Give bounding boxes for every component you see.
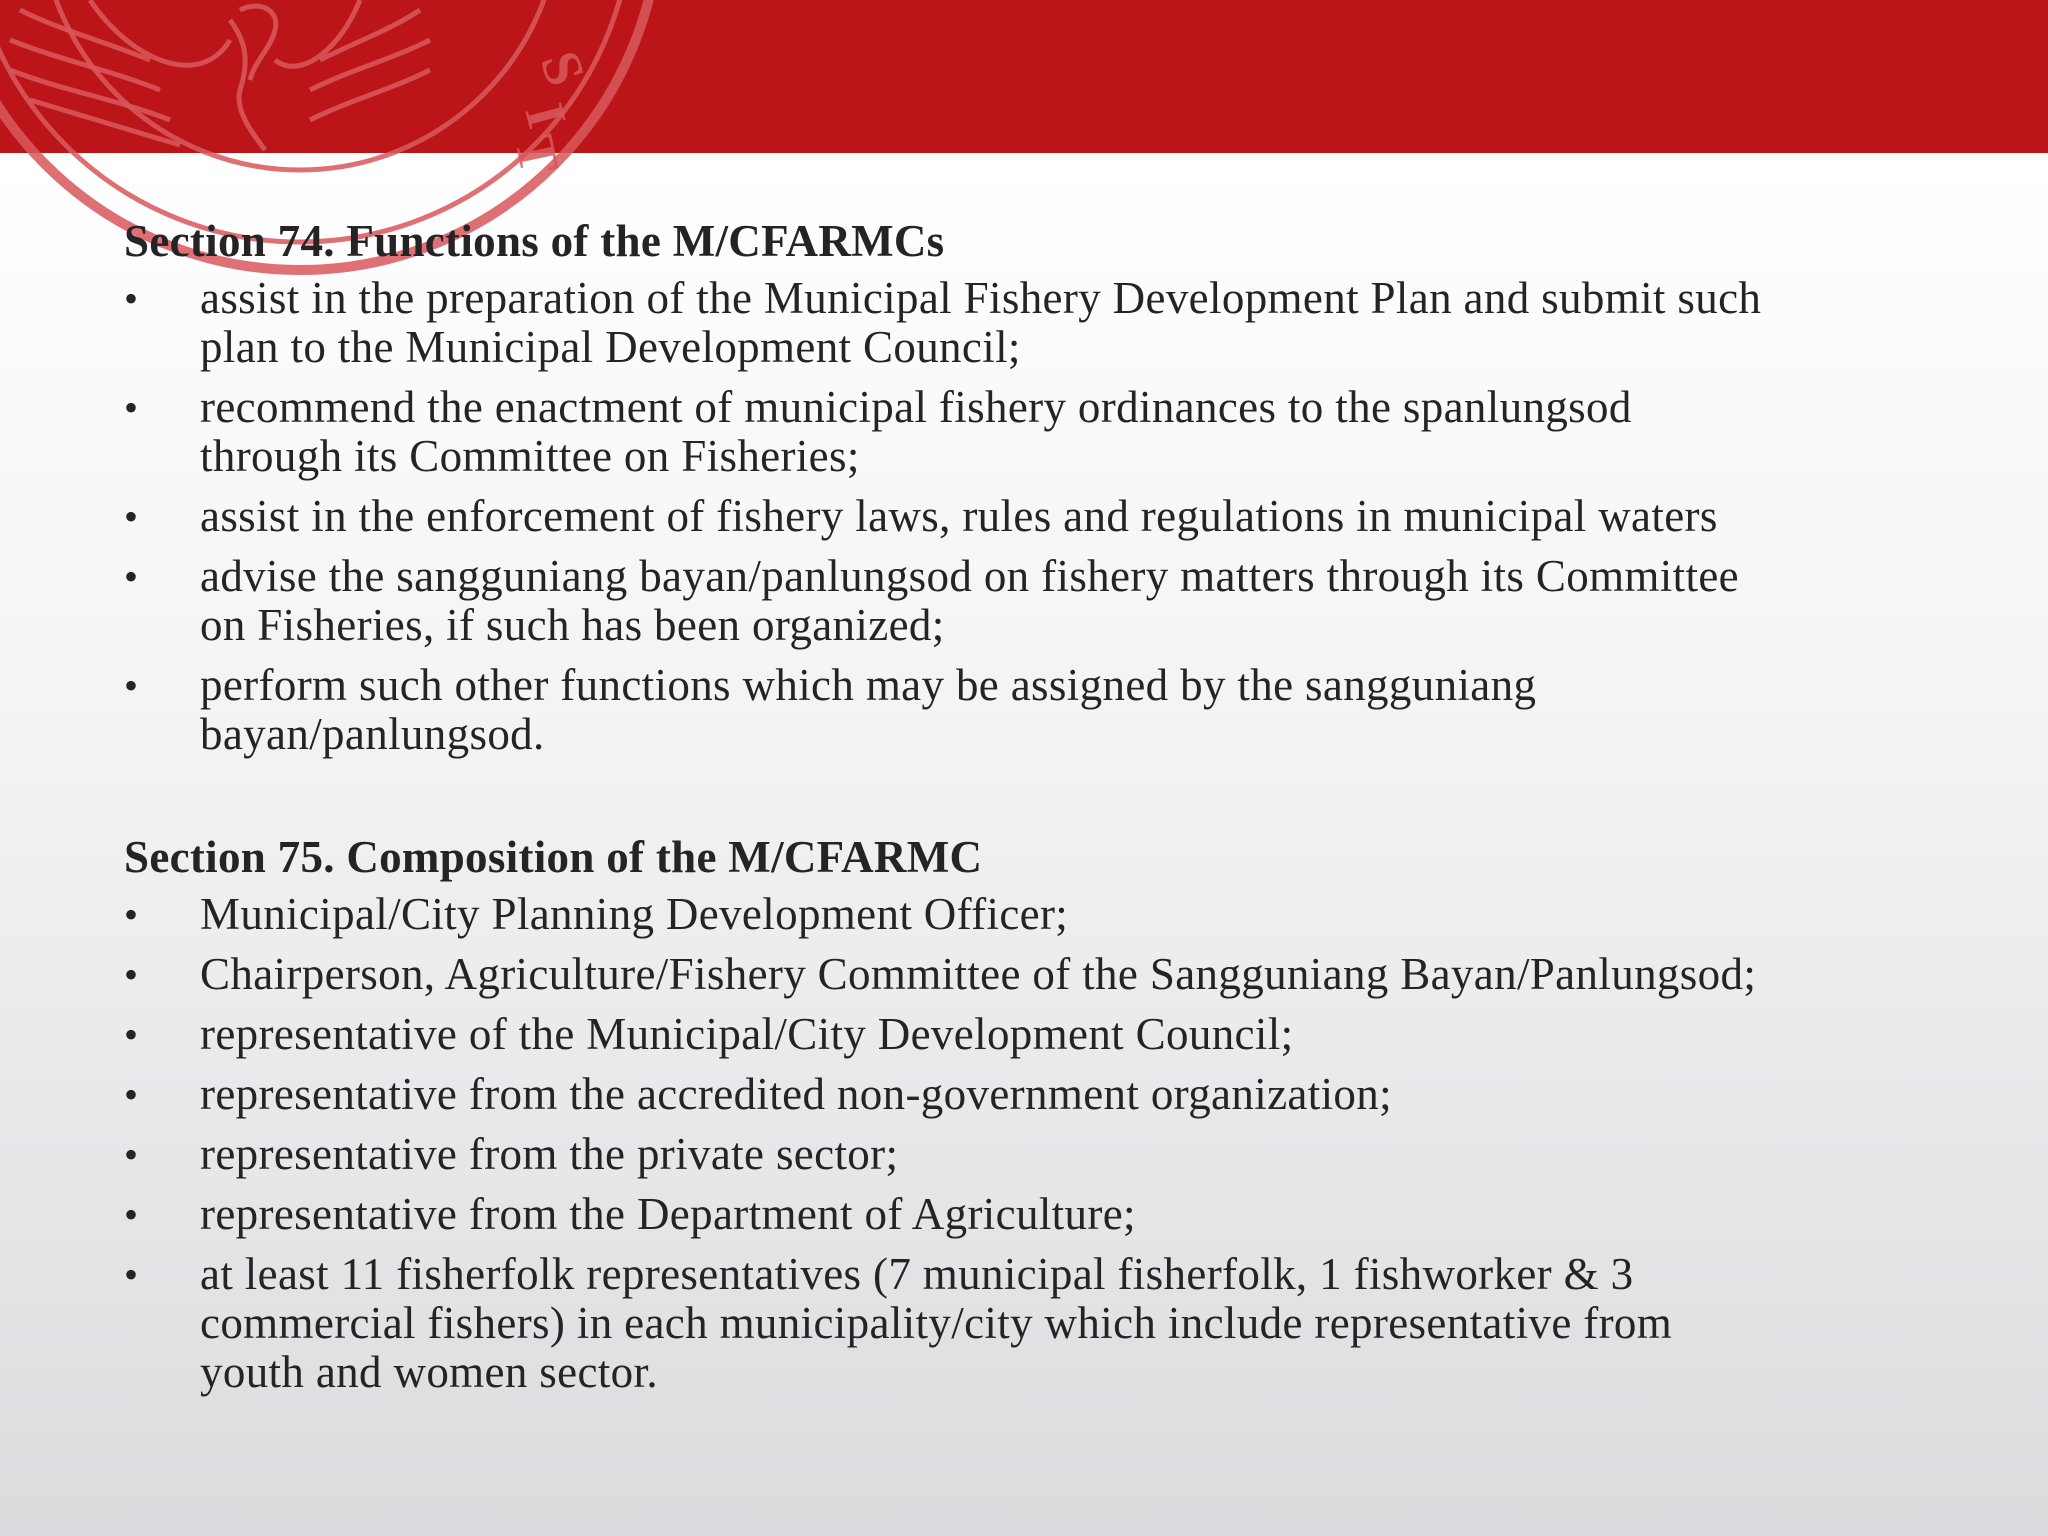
- bullet-icon: •: [124, 892, 139, 937]
- item-line: representative from the accredited non-government organization;: [200, 1069, 1392, 1119]
- bullet-icon: •: [124, 1252, 139, 1297]
- item-line: advise the sangguniang bayan/panlungsod on fishery matters through its Committee: [200, 551, 1739, 601]
- item-line: at least 11 fisherfolk representatives (7 municipal fisherfolk, 1 fishworker & 3: [200, 1249, 1634, 1299]
- bullet-icon: •: [124, 385, 139, 430]
- header-banner: [0, 0, 2048, 180]
- bullet-icon: •: [124, 276, 139, 321]
- bullet-icon: •: [124, 1192, 139, 1237]
- item-line: plan to the Municipal Development Council;: [200, 322, 1021, 372]
- item-line: Chairperson, Agriculture/Fishery Committee of the Sangguniang Bayan/Panlungsod;: [200, 949, 1757, 999]
- bullet-icon: •: [124, 1072, 139, 1117]
- bullet-icon: •: [124, 663, 139, 708]
- item-line: Municipal/City Planning Development Officer;: [200, 889, 1069, 939]
- section-75-heading: Section 75. Composition of the M/CFARMC: [124, 832, 983, 882]
- svg-text:T: T: [502, 129, 571, 180]
- item-line: representative of the Municipal/City Development Council;: [200, 1009, 1294, 1059]
- university-seal-icon: [0, 0, 700, 180]
- item-line: commercial fishers) in each municipality/city which include representative from: [200, 1298, 1673, 1348]
- item-line: assist in the preparation of the Municipal Fishery Development Plan and submit such: [200, 273, 1762, 323]
- item-line: perform such other functions which may be assigned by the sangguniang: [200, 660, 1537, 710]
- svg-text:S: S: [527, 43, 597, 94]
- bullet-icon: •: [124, 1012, 139, 1057]
- item-line: representative from the private sector;: [200, 1129, 899, 1179]
- svg-text:I: I: [512, 97, 578, 135]
- item-line: assist in the enforcement of fishery laws, rules and regulations in municipal waters: [200, 491, 1718, 541]
- section-74-heading: Section 74. Functions of the M/CFARMCs: [124, 216, 945, 266]
- bullet-icon: •: [124, 494, 139, 539]
- bullet-icon: •: [124, 952, 139, 997]
- bullet-icon: •: [124, 554, 139, 599]
- item-line: youth and women sector.: [200, 1347, 658, 1397]
- item-line: recommend the enactment of municipal fishery ordinances to the spanlungsod: [200, 382, 1632, 432]
- item-line: through its Committee on Fisheries;: [200, 431, 860, 481]
- item-line: representative from the Department of Agriculture;: [200, 1189, 1136, 1239]
- item-line: bayan/panlungsod.: [200, 709, 545, 759]
- item-line: on Fisheries, if such has been organized;: [200, 600, 945, 650]
- bullet-icon: •: [124, 1132, 139, 1177]
